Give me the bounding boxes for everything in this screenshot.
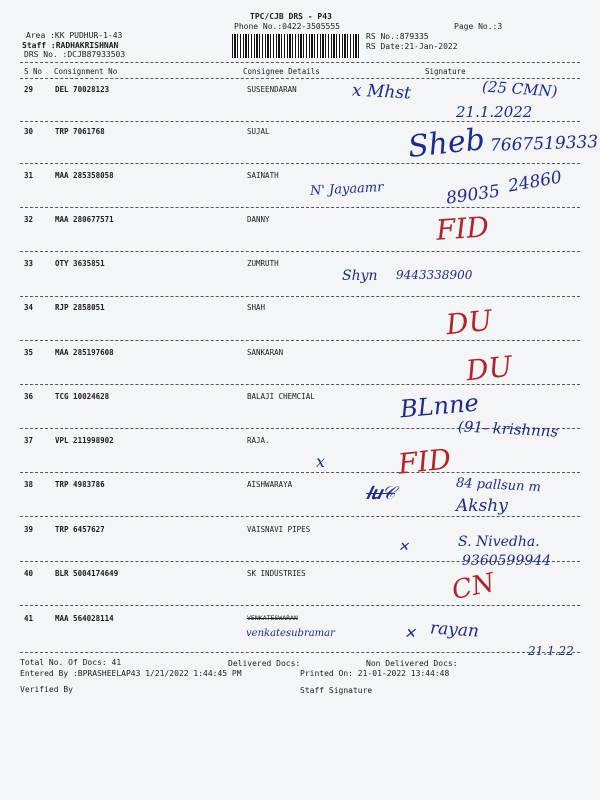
divider (20, 62, 580, 63)
row-consignee: SUJAL (247, 127, 270, 136)
column-header-consignment: Consignment No (54, 67, 118, 76)
handwritten-signature: 84 pallsun m (455, 475, 542, 496)
row-sno: 31 (24, 171, 34, 180)
divider (20, 605, 580, 606)
row-sno: 30 (24, 127, 34, 136)
row-consignment: MAA 280677571 (55, 215, 114, 224)
row-consignment: TCG 10024628 (55, 392, 110, 401)
document-title: TPC/CJB DRS - P43 (250, 12, 332, 21)
handwritten-remark: DU (464, 349, 514, 388)
row-sno: 41 (24, 614, 34, 623)
handwritten-signature: Shyn (342, 268, 378, 284)
handwritten-phone: 9360599944 (462, 553, 552, 569)
row-sno: 35 (24, 348, 34, 357)
divider (20, 207, 580, 208)
divider (20, 516, 580, 517)
column-header-signature: Signature (425, 67, 466, 76)
page-number: Page No.:3 (454, 22, 503, 31)
handwritten-remark: FID (396, 442, 453, 481)
row-consignment: OTY 3635851 (55, 259, 105, 268)
row-sno: 38 (24, 480, 34, 489)
handwritten-date: 21.1.2022 (456, 103, 533, 121)
divider (20, 163, 580, 164)
row-consignee: AISHWARAYA (247, 480, 293, 489)
total-docs: Total No. Of Docs: 41 (20, 658, 122, 667)
handwritten-mark: x (316, 452, 326, 471)
row-consignment: MAA 564028114 (55, 614, 114, 623)
row-consignment: TRP 7061768 (55, 127, 105, 136)
handwritten-note: (25 CMN) (481, 77, 559, 101)
row-consignee: RAJA. (247, 436, 270, 445)
printed-on: Printed On: 21-01-2022 13:44:48 (300, 669, 450, 678)
row-sno: 34 (24, 303, 34, 312)
row-consignment: MAA 285358058 (55, 171, 114, 180)
handwritten-signature: x Mhst (351, 80, 412, 104)
divider (20, 472, 580, 473)
handwritten-signature: N' Jayaamr (309, 180, 384, 199)
handwritten-date: 21.1.22 (528, 644, 574, 658)
row-consignment: VPL 211998902 (55, 436, 114, 445)
divider (20, 652, 580, 653)
row-consignee: ZUMRUTH (247, 259, 279, 268)
handwritten-remark: FID (434, 210, 491, 247)
handwritten-phone: 89035 (444, 181, 502, 209)
row-consignee: BALAJI CHEMCIAL (247, 392, 315, 401)
row-consignee: SAINATH (247, 171, 279, 180)
handwritten-signature-struck: 𝒍𝒖𝒞 (366, 483, 396, 504)
phone-number: Phone No.:0422-3505555 (234, 22, 340, 31)
handwritten-mark: ✕ (398, 540, 409, 555)
row-consignment: TRP 4983786 (55, 480, 105, 489)
row-consignee: SANKARAN (247, 348, 284, 357)
row-sno: 32 (24, 215, 34, 224)
row-consignment: TRP 6457627 (55, 525, 105, 534)
rs-number: RS No.:879335 (366, 32, 429, 41)
column-header-consignee: Consignee Details (243, 67, 320, 76)
handwritten-name: Akshy (456, 496, 508, 516)
row-consignee: VAISNAVI PIPES (247, 525, 311, 534)
row-consignee: SUSEENDARAN (247, 85, 297, 94)
divider (20, 121, 580, 122)
divider (20, 296, 580, 297)
handwritten-remark: DU (444, 303, 494, 342)
row-consignee-struck: VENKATESWARAN (247, 614, 298, 622)
handwritten-phone: 7667519333 (489, 132, 599, 156)
handwritten-name: venkatesubramar (246, 628, 335, 639)
handwritten-phone: 9443338900 (396, 268, 473, 282)
handwritten-phone: (91- krishnns (457, 417, 559, 441)
handwritten-signature: BLnne (398, 388, 480, 424)
staff-signature-label: Staff Signature (300, 686, 373, 695)
row-sno: 36 (24, 392, 34, 401)
row-sno: 40 (24, 569, 34, 578)
handwritten-name: S. Nivedha. (458, 534, 540, 550)
staff-label: Staff :RADHAKRISHNAN (22, 41, 119, 50)
row-sno: 29 (24, 85, 34, 94)
row-consignee: DANNY (247, 215, 270, 224)
divider (20, 251, 580, 252)
drs-number: DRS No. :DCJB87933503 (24, 50, 126, 59)
row-sno: 33 (24, 259, 34, 268)
verified-by-label: Verified By (20, 685, 73, 694)
divider (20, 340, 580, 341)
row-consignee: SHAH (247, 303, 266, 312)
row-consignment: MAA 285197608 (55, 348, 114, 357)
row-sno: 37 (24, 436, 34, 445)
delivered-docs: Delivered Docs: (228, 659, 301, 668)
handwritten-mark: ✕ (404, 626, 416, 642)
area-label: Area :KK PUDHUR-1-43 (26, 31, 123, 40)
row-consignment: RJP 2858051 (55, 303, 105, 312)
rs-date: RS Date:21-Jan-2022 (366, 42, 458, 51)
row-consignment: DEL 70028123 (55, 85, 110, 94)
entered-by: Entered By :BPRASHEELAP43 1/21/2022 1:44:45 PM (20, 669, 242, 678)
barcode (232, 34, 360, 58)
row-sno: 39 (24, 525, 34, 534)
non-delivered-docs: Non Delivered Docs: (366, 659, 458, 668)
handwritten-signature: rayan (429, 618, 480, 642)
handwritten-signature: Sheb (406, 122, 487, 165)
column-header-sno: S No (24, 67, 43, 76)
row-consignment: BLR 5004174649 (55, 569, 119, 578)
handwritten-phone: 24860 (506, 167, 564, 197)
row-consignee: SK INDUSTRIES (247, 569, 306, 578)
handwritten-remark: CN (449, 567, 498, 607)
